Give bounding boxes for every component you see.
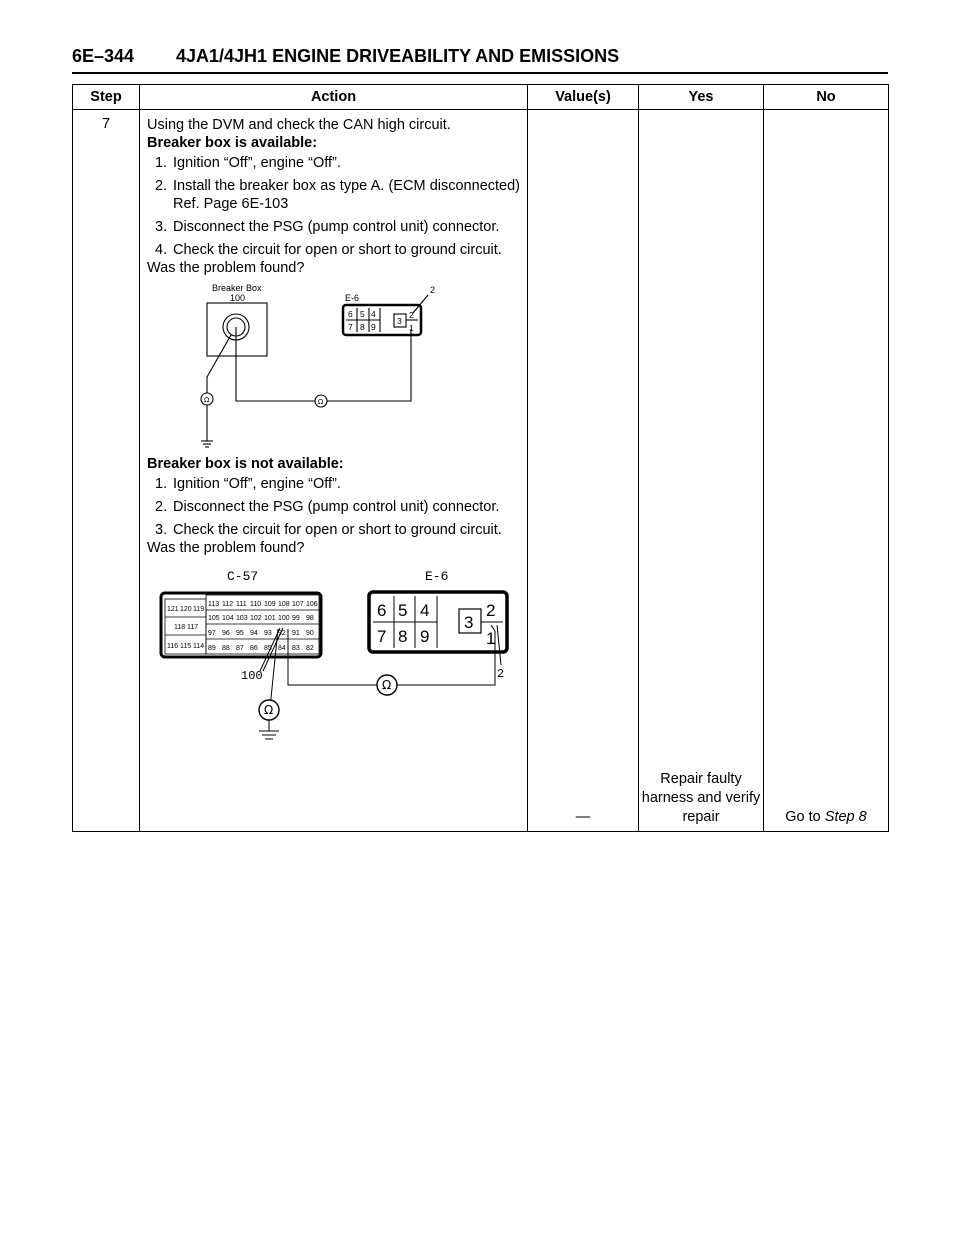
c57-pin-98: 98 <box>306 615 314 622</box>
list-item: 3. Check the circuit for open or short to ground circuit. <box>155 522 502 538</box>
c57-pin-120: 120 <box>180 606 192 613</box>
list-item: 3. Disconnect the PSG (pump control unit) connector. <box>155 219 500 235</box>
e6-pin-7: 7 <box>377 627 387 646</box>
c57-pin-110: 110 <box>250 601 262 608</box>
c57-pin-106: 106 <box>306 601 318 608</box>
e6-connector-label: E-6 <box>425 569 449 584</box>
c57-pin-96: 96 <box>222 630 230 637</box>
c57-pin-119: 119 <box>193 606 205 613</box>
c57-pin-113: 113 <box>208 601 220 608</box>
c57-pin-109: 109 <box>264 601 276 608</box>
list-item: 2. Install the breaker box as type A. (ECM disconnected) Ref. Page 6E-103 <box>155 178 520 212</box>
c57-pin-99: 99 <box>292 615 300 622</box>
c57-pin-121: 121 <box>167 606 179 613</box>
c57-pin-89: 89 <box>208 645 216 652</box>
section-b-title: Breaker box is not available: <box>147 456 344 472</box>
e6-pin-2: 2 <box>486 601 496 620</box>
e6-pin-7: 7 <box>348 322 353 332</box>
section-a-question: Was the problem found? <box>147 260 305 276</box>
c57-pin-107: 107 <box>292 601 304 608</box>
e6-pin-5: 5 <box>360 309 365 319</box>
value-cell: — <box>528 110 639 832</box>
breaker-box-label: Breaker Box <box>212 283 262 293</box>
c57-pin-104: 104 <box>222 615 234 622</box>
e6-pin-5: 5 <box>398 601 408 620</box>
ground-symbol-icon <box>201 441 213 447</box>
e6-pin-2: 2 <box>409 310 414 320</box>
c57-pin-grid <box>167 601 318 652</box>
c57-pin-117: 117 <box>187 624 199 631</box>
e6-pin-8: 8 <box>398 627 408 646</box>
page-header <box>72 44 888 74</box>
no-cell: Go to Step 8 <box>764 110 889 832</box>
c57-pin-92: 92 <box>278 630 286 637</box>
yes-cell: Repair faulty harness and verify repair <box>639 110 764 832</box>
e6-pin-9: 9 <box>371 322 376 332</box>
section-b-list <box>147 475 520 539</box>
c57-pin-101: 101 <box>264 615 276 622</box>
c57-pin-116: 116 <box>167 643 179 650</box>
c57-pin-88: 88 <box>222 645 230 652</box>
e6-pin-3: 3 <box>397 316 402 326</box>
list-item: 1. Ignition “Off”, engine “Off”. <box>155 476 341 492</box>
c57-pin-118: 118 <box>174 624 186 631</box>
connector-diagram <box>147 565 521 750</box>
c57-pin-115: 115 <box>180 643 192 650</box>
next-step-ref: Step 8 <box>824 809 867 825</box>
svg-text:Ω: Ω <box>204 396 210 404</box>
c57-pin-93: 93 <box>264 630 272 637</box>
c57-pin-108: 108 <box>278 601 290 608</box>
c57-pin-105: 105 <box>208 615 220 622</box>
page-number: 6E–344 <box>72 46 135 66</box>
action-intro: Using the DVM and check the CAN high circuit. <box>147 117 451 133</box>
c57-pin-103: 103 <box>236 615 248 622</box>
table-header-row <box>73 85 889 110</box>
list-item: 4. Check the circuit for open or short to ground circuit. <box>155 242 502 258</box>
diagnostic-table <box>72 84 889 832</box>
svg-text:Ω: Ω <box>264 703 274 717</box>
table-row <box>73 110 889 832</box>
column-header-action: Action <box>140 85 528 110</box>
e6-pin-callout: 2 <box>430 285 436 295</box>
action-cell <box>140 110 528 832</box>
svg-text:Ω: Ω <box>382 678 392 692</box>
section-a-list <box>147 154 520 259</box>
e6-connector-label: E-6 <box>345 293 360 303</box>
e6-pin-8: 8 <box>360 322 365 332</box>
c57-pin-95: 95 <box>236 630 244 637</box>
c57-pin-100: 100 <box>278 615 290 622</box>
c57-pin-97: 97 <box>208 630 216 637</box>
e6-pin-callout: 2 <box>497 667 505 681</box>
section-b-question: Was the problem found? <box>147 540 305 556</box>
c57-pin-85: 85 <box>264 645 272 652</box>
c57-pin-94: 94 <box>250 630 258 637</box>
circuit-wire <box>236 327 411 401</box>
c57-pin-82: 82 <box>306 645 314 652</box>
c57-pin-102: 102 <box>250 615 262 622</box>
breaker-box-diagram <box>147 281 521 453</box>
e6-pin-3: 3 <box>464 613 474 632</box>
c57-pin-90: 90 <box>306 630 314 637</box>
list-item: 1. Ignition “Off”, engine “Off”. <box>155 155 341 171</box>
page-title: 4JA1/4JH1 ENGINE DRIVEABILITY AND EMISSIONS <box>176 46 620 66</box>
c57-pin-111: 111 <box>236 601 247 608</box>
c57-pin-84: 84 <box>278 645 286 652</box>
list-item: 2. Disconnect the PSG (pump control unit) connector. <box>155 499 500 515</box>
c57-pin-callout: 100 <box>241 669 263 683</box>
c57-pin-112: 112 <box>222 601 234 608</box>
c57-pin-83: 83 <box>292 645 300 652</box>
e6-pin-6: 6 <box>377 601 387 620</box>
e6-pin-1: 1 <box>486 629 496 648</box>
c57-connector-label: C-57 <box>227 569 259 584</box>
e6-pin-4: 4 <box>420 601 430 620</box>
section-a-title: Breaker box is available: <box>147 135 318 151</box>
breaker-box-terminal-housing <box>207 303 267 356</box>
column-header-values: Value(s) <box>528 85 639 110</box>
c57-pin-87: 87 <box>236 645 244 652</box>
e6-pin-1: 1 <box>409 323 414 333</box>
e6-pin-6: 6 <box>348 309 353 319</box>
e6-pin-9: 9 <box>420 627 430 646</box>
svg-text:Ω: Ω <box>318 398 324 406</box>
column-header-step: Step <box>73 85 140 110</box>
breaker-box-pin-label: 100 <box>230 293 246 303</box>
c57-pin-86: 86 <box>250 645 258 652</box>
ground-lead <box>207 335 231 393</box>
step-number: 7 <box>73 110 140 832</box>
c57-pin-91: 91 <box>292 630 300 637</box>
c57-pin-114: 114 <box>193 643 205 650</box>
column-header-no: No <box>764 85 889 110</box>
ground-symbol-icon <box>259 731 279 739</box>
e6-pin-4: 4 <box>371 309 376 319</box>
column-header-yes: Yes <box>639 85 764 110</box>
